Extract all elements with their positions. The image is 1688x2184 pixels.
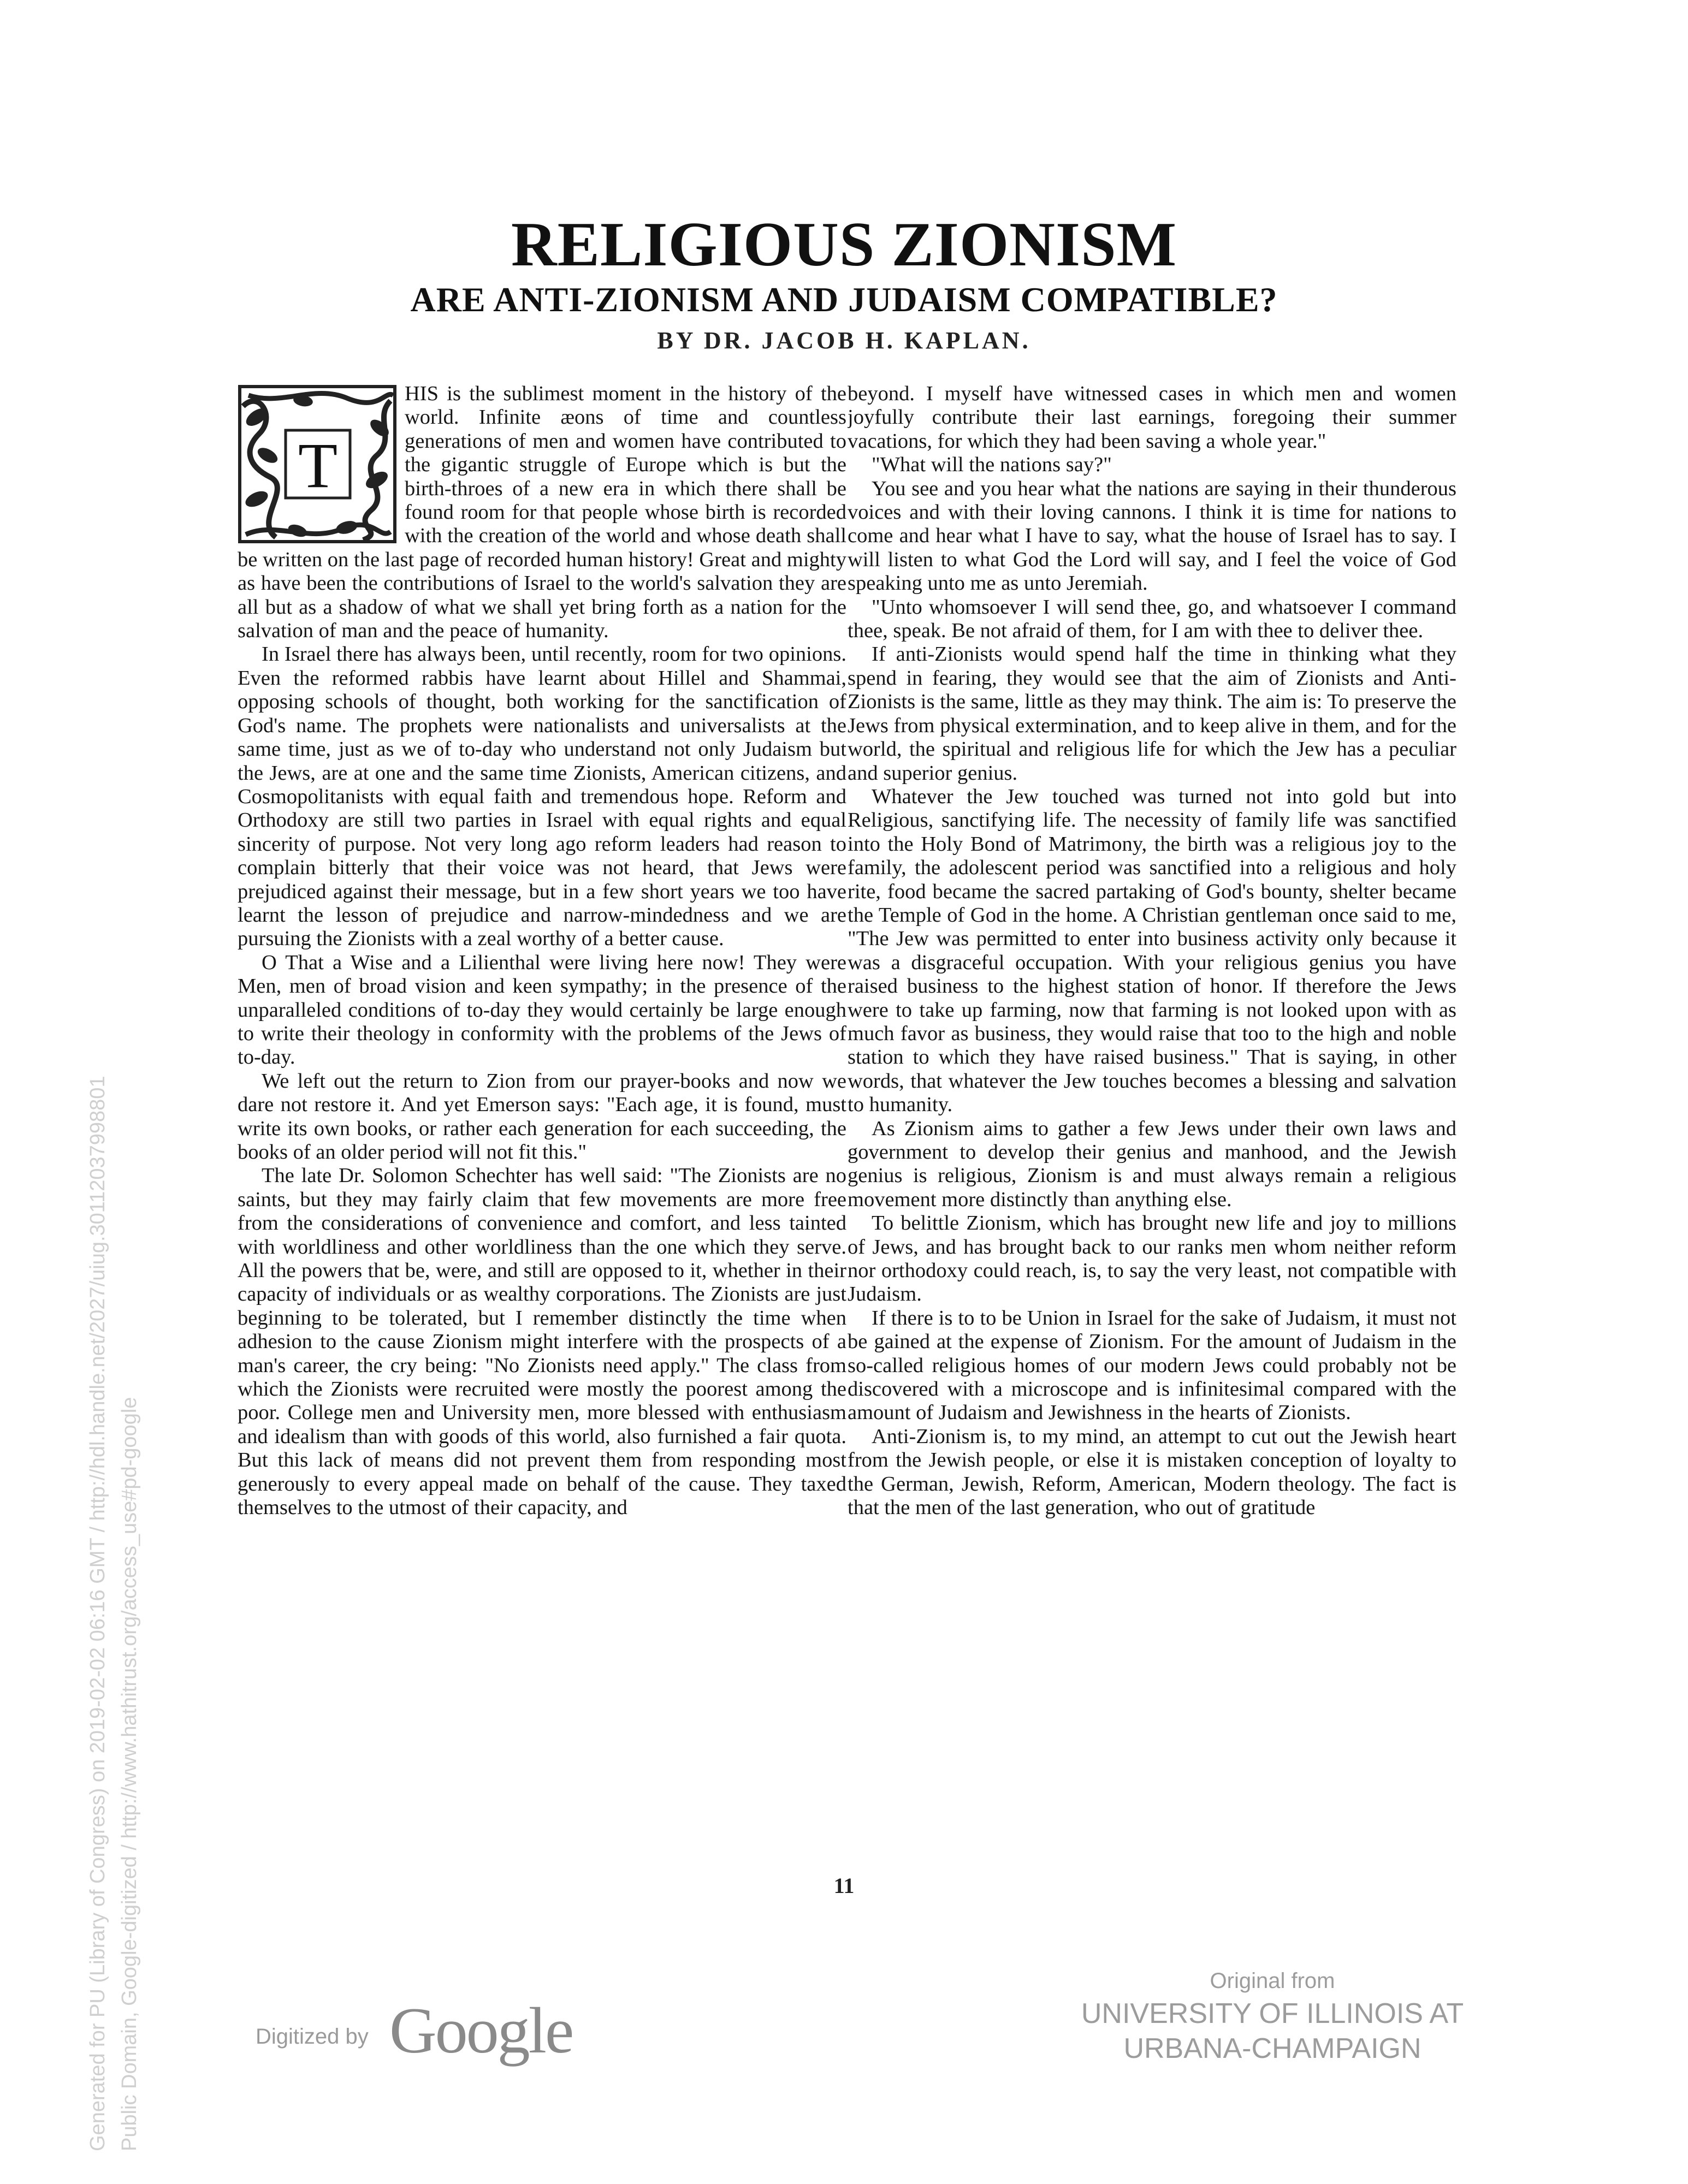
paragraph: To belittle Zionism, which has brought new life and joy to millions of Jews, and has brought back to our ranks men whom neither reform nor orthodoxy could reach, is, to say the very least, not compatible with Judaism. bbox=[848, 1212, 1456, 1306]
article-title: RELIGIOUS ZIONISM bbox=[511, 210, 1177, 280]
paragraph: In Israel there has always been, until recently, room for two opinions. Even the reformed rabbis have learnt about Hillel and Shammai, opposing schools of thought, both working for the sanctification of God's name. The prophets were nationalists and universalists at the same time, just as we of to-day who understand not only Judaism but the Jews, are at one and the same time Zionists, American citizens, and Cosmopolitanists with equal faith and tremendous hope. Reform and Orthodoxy are still two parties in Israel with equal rights and equal sincerity of purpose. Not very long ago reform leaders had reason to complain bitterly that their voice was not heard, that Jews were prejudiced against their message, but in a few short years we too have learnt the lesson of prejudice and narrow-mindedness and we are pursuing the Zionists with a zeal worthy of a better cause. bbox=[238, 643, 846, 951]
article-byline: BY DR. JACOB H. KAPLAN. bbox=[657, 327, 1031, 354]
paragraph: If anti-Zionists would spend half the time in thinking what they spend in fearing, they would see that the aim of Zionists and Anti-Zionists is the same, little as they may think. The aim is: To preserve the Jews from physical extermination, and to keep alive in them, and for the world, the spiritual and religious life for which the Jew has a peculiar and superior genius. bbox=[848, 643, 1456, 785]
paragraph: The late Dr. Solomon Schechter has well said: "The Zionists are no saints, but they may fairly claim that few movements are more free from the considerations of convenience and comfort, and less tainted with worldliness and other worldliness than the one which they serve. All the powers that be, were, and still are opposed to it, whether in their capacity of individuals or as wealthy corporations. The Zionists are just beginning to be tolerated, but I remember distinctly the time when adhesion to the cause Zionism might interfere with the prospects of a man's career, the cry being: "No Zionists need apply." The class from which the Zionists were recruited were mostly the poorest among the poor. College men and University men, more blessed with enthusiasm and idealism than with goods of this world, also furnished a fair quota. But this lack of means did not prevent them from responding most generously to every appeal made on behalf of the cause. They taxed themselves to the utmost of their capacity, and bbox=[238, 1164, 846, 1520]
paragraph: "What will the nations say?" bbox=[872, 453, 1112, 477]
left-column bbox=[238, 382, 846, 1856]
original-source bbox=[1027, 1966, 1518, 2066]
paragraph: If there is to to be Union in Israel for the sake of Judaism, it must not be gained at the expense of Zionism. For the amount of Judaism in the so-called religious homes of our modern Jews could probably not be discovered with a microscope and is infinitesimal compared with the amount of Judaism and Jewishness in the hearts of Zionists. bbox=[848, 1306, 1456, 1425]
vine-ornament-icon bbox=[238, 384, 397, 544]
paragraph: O That a Wise and a Lilienthal were living here now! They were Men, men of broad vision and keen sympathy; in the presence of the unparalleled conditions of to-day they would certainly be large enough to write their theology in conformity with the problems of the Jews of to-day. bbox=[238, 951, 846, 1069]
paragraph: Whatever the Jew touched was turned not into gold but into Religious, sanctifying life. The necessity of family life was sanctified into the Holy Bond of Matrimony, the birth was a religious joy to the family, the adolescent period was sanctified into a religious and holy rite, food became the sacred partaking of God's bounty, shelter became the Temple of God in the home. A Christian gentleman once said to me, "The Jew was permitted to enter into business activity only because it was a disgraceful occupation. With your religious genius you have raised business to the highest station of honor. If therefore the Jews were to take up farming, now that farming is not looked upon with as much favor as business, they would raise that too to the high and noble station to which they have raised business." That is saying, in other words, that whatever the Jew touches becomes a blessing and salvation to humanity. bbox=[848, 785, 1456, 1117]
google-logo: Google bbox=[389, 1994, 573, 2067]
paragraph: We left out the return to Zion from our prayer-books and now we dare not restore it. And yet Emerson says: "Each age, it is found, must write its own books, or rather each generation for each succeeding, the books of an older period will not fit this." bbox=[238, 1069, 846, 1164]
original-from-label: Original from bbox=[1210, 1969, 1335, 1993]
watermark-line-2: Public Domain, Google-digitized / http://www.hathitrust.org/access_use#pd-google bbox=[118, 1397, 141, 2151]
digitized-by-label: Digitized by bbox=[256, 2025, 369, 2049]
paragraph: "Unto whomsoever I will send thee, go, and whatsoever I command thee, speak. Be not afraid of them, for I am with thee to deliver thee. bbox=[848, 595, 1456, 643]
paragraph: Anti-Zionism is, to my mind, an attempt to cut out the Jewish heart from the Jewish people, or else it is mistaken conception of loyalty to the German, Jewish, Reform, American, Modern theology. The fact is that the men of the last generation, who out of gratitude bbox=[848, 1425, 1456, 1520]
right-column bbox=[848, 382, 1456, 1856]
hathitrust-watermark bbox=[82, 1076, 145, 2151]
dropcap-letter: T bbox=[298, 430, 338, 501]
page-number: 11 bbox=[833, 1873, 855, 1898]
article-subtitle: ARE ANTI-ZIONISM AND JUDAISM COMPATIBLE? bbox=[410, 280, 1278, 319]
institution-line-2: URBANA-CHAMPAIGN bbox=[1123, 2033, 1422, 2064]
watermark-line-1: Generated for PU (Library of Congress) on 2019-02-02 06:16 GMT / http://hdl.handle.net/2027/uiug.30112037998801 bbox=[86, 1076, 109, 2151]
paragraph: You see and you hear what the nations are saying in their thunderous voices and with their loving cannons. I think it is time for nations to come and hear what I have to say, what the house of Israel has to say. I will listen to what God the Lord will say, and I feel the voice of God speaking unto me as unto Jeremiah. bbox=[848, 477, 1456, 595]
paragraph: beyond. I myself have witnessed cases in which men and women joyfully contribute their last earnings, foregoing their summer vacations, for which they had been saving a whole year." bbox=[848, 382, 1456, 453]
paragraph: As Zionism aims to gather a few Jews under their own laws and government to develop their genius and manhood, and the Jewish genius is religious, Zionism is and must always remain a religious movement more distinctly than anything else. bbox=[848, 1117, 1456, 1211]
digitized-by-google bbox=[256, 1993, 594, 2067]
ornamental-dropcap bbox=[238, 384, 397, 544]
institution-line-1: UNIVERSITY OF ILLINOIS AT bbox=[1081, 1998, 1464, 2029]
paragraph: HIS is the sublimest moment in the history of the world. Infinite æons of time and countless generations of men and women have contributed to the gigantic struggle of Europe which is but the birth-throes of a new era in which there shall be found room for that people whose birth is recorded with the creation of the world and whose death shall be written on the last page of recorded human history! Great and mighty as have been the contributions of Israel to the world's salvation they are all but as a shadow of what we shall yet bring forth as a nation for the salvation of man and the peace of humanity. bbox=[238, 382, 846, 643]
